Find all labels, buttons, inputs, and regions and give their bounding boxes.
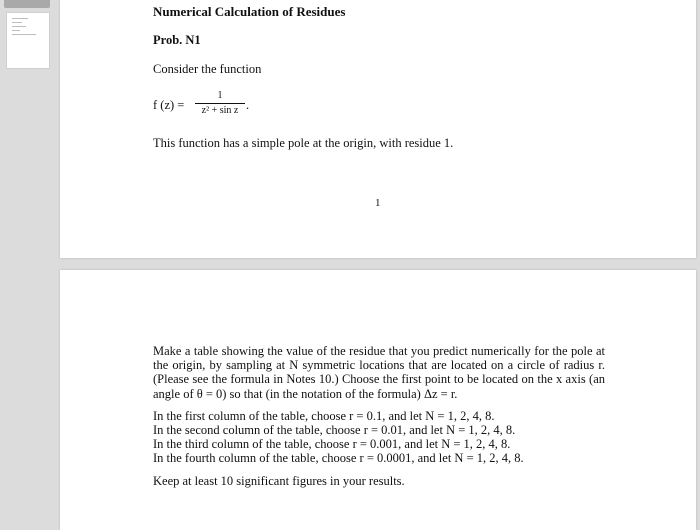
fraction-bar <box>195 103 245 104</box>
sidebar-scroll-indicator[interactable] <box>4 0 50 8</box>
pole-statement: This function has a simple pole at the origin, with residue 1. <box>153 136 454 150</box>
closing-instruction: Keep at least 10 significant figures in your results. <box>153 473 405 488</box>
paragraph-line: angle of θ = 0) so that (in the notation of the formula) Δz = r. <box>153 386 458 401</box>
formula-period: . <box>246 98 250 112</box>
thumbnail-sidebar <box>0 0 54 517</box>
document-page-2 <box>60 270 696 530</box>
problem-body <box>153 344 605 488</box>
column-instruction: In the first column of the table, choose r = 0.1, and let N = 1, 2, 4, 8. <box>153 408 495 423</box>
problem-heading: Prob. N1 <box>153 33 201 47</box>
formula-numerator: 1 <box>217 90 223 101</box>
page-number: 1 <box>375 197 381 209</box>
paragraph-line: the origin, by sampling at N symmetric locations that are located on a circle of radius r. <box>153 358 605 373</box>
intro-text: Consider the function <box>153 62 262 76</box>
paragraph-line: (Please see the formula in Notes 10.) Choose the first point to be located on the x axis (an <box>153 372 605 387</box>
column-instruction: In the second column of the table, choose r = 0.01, and let N = 1, 2, 4, 8. <box>153 423 516 438</box>
formula-denominator: z² + sin z <box>201 105 239 116</box>
column-instruction: In the third column of the table, choose r = 0.001, and let N = 1, 2, 4, 8. <box>153 437 511 452</box>
formula-fraction <box>195 90 245 117</box>
page-thumbnail[interactable] <box>6 12 50 69</box>
paragraph-line: Make a table showing the value of the residue that you predict numerically for the pole at <box>153 344 605 358</box>
column-instruction: In the fourth column of the table, choose r = 0.0001, and let N = 1, 2, 4, 8. <box>153 451 524 466</box>
formula-lhs: f (z) = <box>153 98 185 112</box>
document-page-1 <box>60 0 696 258</box>
document-title: Numerical Calculation of Residues <box>153 4 346 19</box>
